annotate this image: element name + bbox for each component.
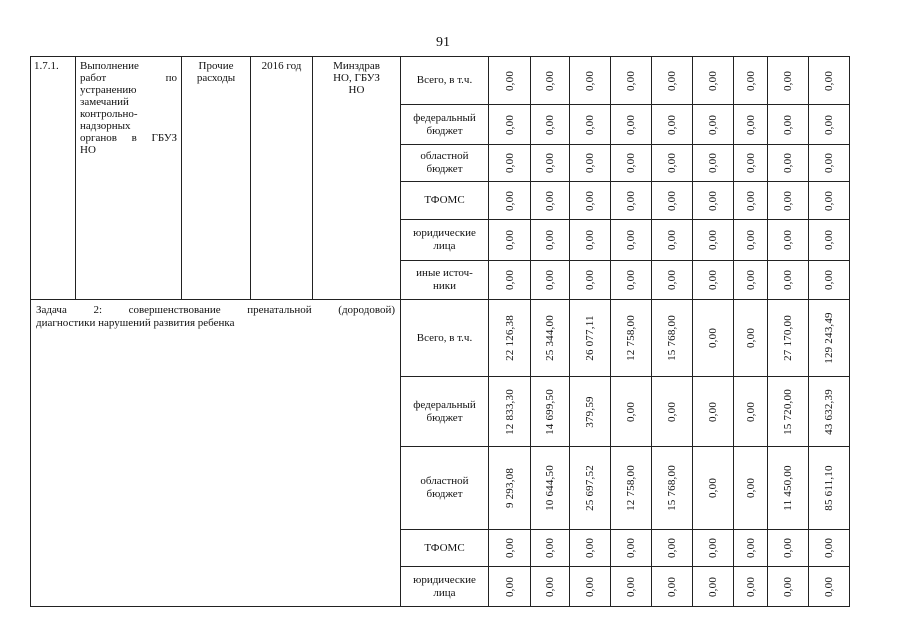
task2-value-cell	[611, 447, 652, 530]
value-text: 43 632,39	[823, 388, 835, 435]
description-line: НО	[80, 144, 96, 156]
value-text: 11 450,00	[782, 465, 794, 511]
value-text: 0,00	[544, 229, 556, 251]
task2-value-cell	[693, 530, 734, 567]
value-text: 0,00	[782, 537, 794, 559]
value-text: 0,00	[707, 70, 719, 91]
value-text: 0,00	[666, 576, 678, 597]
value-text: 0,00	[544, 537, 556, 559]
task2-value-cell	[734, 530, 768, 567]
source-label-line: федеральный	[413, 111, 476, 124]
value-text: 0,00	[584, 537, 596, 559]
task2-value-cell	[611, 530, 652, 567]
row171-value-cell	[531, 57, 570, 105]
value-text: 0,00	[744, 70, 757, 91]
task2-value-cell	[734, 447, 768, 530]
item-description	[76, 57, 182, 300]
task2-value-cell	[734, 567, 768, 607]
task2-value-cell	[809, 567, 850, 607]
description-line: Выполнение	[80, 60, 139, 72]
table-row	[31, 300, 850, 377]
value-text: 0,00	[744, 477, 757, 499]
executor-line: НО, ГБУЗ	[333, 72, 380, 84]
task2-value-cell	[611, 377, 652, 447]
row171-value-cell	[693, 182, 734, 220]
task-title-line: Задача 2: совершенствование пренатальной (дородовой)	[36, 304, 395, 316]
value-text: 14 699,50	[544, 388, 556, 435]
source-label-line: лица	[433, 586, 456, 599]
source-label-line: Всего, в т.ч.	[416, 331, 473, 344]
value-text: 12 758,00	[625, 315, 637, 361]
row171-value-cell	[570, 220, 611, 261]
value-text: 0,00	[666, 70, 678, 91]
row171-value-cell	[734, 105, 768, 145]
task2-value-cell	[734, 300, 768, 377]
task2-source-label	[401, 530, 489, 567]
value-text: 26 077,11	[584, 315, 596, 361]
row171-value-cell	[693, 261, 734, 300]
source-label-line: юридические	[413, 227, 476, 239]
value-text: 379,59	[584, 395, 596, 428]
expense-type-line: расходы	[196, 72, 236, 84]
value-text: 0,00	[544, 576, 556, 597]
row171-value-cell	[570, 182, 611, 220]
value-text: 0,00	[823, 152, 835, 174]
value-text: 0,00	[782, 269, 794, 291]
row171-value-cell	[570, 145, 611, 182]
value-text: 0,00	[782, 70, 794, 91]
value-text: 0,00	[625, 576, 637, 597]
row171-value-cell	[652, 57, 693, 105]
row171-value-cell	[531, 145, 570, 182]
value-text: 0,00	[584, 190, 596, 211]
period: 2016 год	[251, 57, 313, 300]
value-text: 12 833,30	[503, 388, 516, 435]
task2-value-cell	[531, 567, 570, 607]
value-text: 0,00	[625, 269, 637, 291]
row171-value-cell	[768, 145, 809, 182]
task-title	[31, 300, 401, 607]
row171-value-cell	[531, 261, 570, 300]
task2-value-cell	[652, 300, 693, 377]
task2-value-cell	[693, 567, 734, 607]
row171-source-label	[401, 57, 489, 105]
funding-table	[30, 56, 850, 607]
source-label-line: Всего, в т.ч.	[416, 74, 473, 86]
value-text: 0,00	[707, 537, 719, 559]
row171-source-label	[401, 261, 489, 300]
value-text: 25 697,52	[584, 465, 596, 511]
value-text: 0,00	[666, 229, 678, 251]
row171-value-cell	[768, 261, 809, 300]
row171-value-cell	[734, 182, 768, 220]
value-text: 0,00	[823, 269, 835, 291]
source-label-line: федеральный	[413, 398, 476, 411]
value-text: 0,00	[707, 190, 719, 211]
task2-value-cell	[652, 447, 693, 530]
value-text: 15 768,00	[666, 315, 678, 361]
row171-value-cell	[531, 220, 570, 261]
value-text: 0,00	[584, 70, 596, 91]
value-text: 0,00	[584, 114, 596, 135]
value-text: 25 344,00	[544, 315, 556, 361]
row171-value-cell	[768, 105, 809, 145]
task2-source-label	[401, 567, 489, 607]
task2-value-cell	[809, 447, 850, 530]
task2-value-cell	[570, 447, 611, 530]
value-text: 0,00	[666, 152, 678, 174]
row171-value-cell	[768, 220, 809, 261]
task2-value-cell	[570, 567, 611, 607]
source-label-line: областной	[420, 475, 469, 487]
value-text: 0,00	[744, 229, 757, 251]
row171-value-cell	[809, 145, 850, 182]
value-text: 0,00	[782, 114, 794, 135]
executor-line: НО	[348, 84, 365, 96]
task2-value-cell	[693, 447, 734, 530]
task2-value-cell	[611, 300, 652, 377]
value-text: 0,00	[666, 190, 678, 211]
row171-value-cell	[611, 220, 652, 261]
value-text: 0,00	[584, 576, 596, 597]
value-text: 0,00	[707, 477, 719, 499]
value-text: 10 644,50	[544, 465, 556, 511]
task2-value-cell	[570, 300, 611, 377]
value-text: 0,00	[782, 152, 794, 174]
value-text: 0,00	[707, 114, 719, 135]
value-text: 0,00	[744, 152, 757, 174]
task2-value-cell	[652, 567, 693, 607]
task2-value-cell	[768, 300, 809, 377]
value-text: 0,00	[625, 229, 637, 251]
value-text: 0,00	[625, 114, 637, 135]
task2-value-cell	[531, 447, 570, 530]
value-text: 0,00	[707, 401, 719, 422]
row171-value-cell	[531, 182, 570, 220]
source-label-line: бюджет	[426, 124, 463, 137]
source-label-line: бюджет	[426, 411, 463, 424]
value-text: 0,00	[503, 269, 516, 291]
value-text: 0,00	[823, 537, 835, 559]
row171-value-cell	[489, 105, 531, 145]
row171-source-label	[401, 145, 489, 182]
value-text: 0,00	[503, 70, 516, 91]
row171-value-cell	[489, 182, 531, 220]
value-text: 0,00	[823, 229, 835, 251]
task2-source-label	[401, 377, 489, 447]
task2-value-cell	[531, 530, 570, 567]
source-label-line: ТФОМС	[424, 194, 465, 206]
value-text: 0,00	[707, 327, 719, 349]
task-title-line: диагностики нарушений развития ребенка	[36, 317, 235, 329]
value-text: 0,00	[544, 269, 556, 291]
row171-value-cell	[611, 182, 652, 220]
task2-value-cell	[809, 530, 850, 567]
source-label-line: бюджет	[426, 488, 463, 500]
value-text: 0,00	[625, 70, 637, 91]
row171-value-cell	[734, 57, 768, 105]
task2-value-cell	[611, 567, 652, 607]
value-text: 0,00	[544, 114, 556, 135]
description-line: работ по	[80, 72, 177, 84]
task2-value-cell	[809, 377, 850, 447]
row171-value-cell	[489, 145, 531, 182]
value-text: 129 243,49	[823, 312, 835, 364]
value-text: 0,00	[544, 190, 556, 211]
description-line: контрольно-	[80, 108, 138, 120]
value-text: 22 126,38	[503, 315, 516, 361]
row171-source-label	[401, 220, 489, 261]
task2-value-cell	[489, 300, 531, 377]
row171-value-cell	[652, 182, 693, 220]
description-line: замечаний	[80, 96, 129, 108]
value-text: 9 293,08	[503, 467, 516, 509]
task2-value-cell	[531, 300, 570, 377]
value-text: 0,00	[625, 401, 637, 422]
value-text: 0,00	[666, 401, 678, 422]
row171-value-cell	[570, 105, 611, 145]
source-label-line: лица	[433, 240, 456, 252]
task2-value-cell	[693, 300, 734, 377]
expense-type-line: Прочие	[198, 60, 234, 72]
executor	[313, 57, 401, 300]
value-text: 0,00	[544, 70, 556, 91]
row171-value-cell	[570, 261, 611, 300]
task2-value-cell	[570, 530, 611, 567]
task2-value-cell	[489, 377, 531, 447]
row171-value-cell	[489, 220, 531, 261]
task2-source-label	[401, 447, 489, 530]
task2-value-cell	[768, 567, 809, 607]
value-text: 0,00	[823, 70, 835, 91]
row171-value-cell	[489, 261, 531, 300]
task2-value-cell	[489, 530, 531, 567]
value-text: 15 720,00	[782, 388, 794, 435]
row171-value-cell	[652, 145, 693, 182]
row171-value-cell	[693, 220, 734, 261]
value-text: 0,00	[744, 114, 757, 135]
value-text: 0,00	[823, 114, 835, 135]
value-text: 12 758,00	[625, 465, 637, 511]
row171-value-cell	[809, 182, 850, 220]
value-text: 15 768,00	[666, 465, 678, 511]
source-label-line: ТФОМС	[424, 541, 465, 554]
row171-value-cell	[693, 57, 734, 105]
description-line: устранению	[80, 84, 137, 96]
value-text: 0,00	[503, 229, 516, 251]
description-line: надзорных	[80, 120, 131, 132]
value-text: 0,00	[782, 190, 794, 211]
value-text: 0,00	[503, 537, 516, 559]
row171-value-cell	[570, 57, 611, 105]
task2-value-cell	[489, 567, 531, 607]
description-line: органов в ГБУЗ	[80, 132, 177, 144]
row171-value-cell	[652, 220, 693, 261]
value-text: 0,00	[782, 576, 794, 597]
value-text: 0,00	[625, 152, 637, 174]
value-text: 85 611,10	[823, 465, 835, 511]
task2-source-label	[401, 300, 489, 377]
table-row	[31, 57, 850, 105]
item-number: 1.7.1.	[31, 57, 76, 300]
value-text: 0,00	[584, 269, 596, 291]
value-text: 0,00	[707, 152, 719, 174]
value-text: 0,00	[544, 152, 556, 174]
task2-value-cell	[768, 447, 809, 530]
value-text: 0,00	[584, 152, 596, 174]
row171-value-cell	[734, 261, 768, 300]
value-text: 0,00	[707, 576, 719, 597]
row171-value-cell	[652, 261, 693, 300]
row171-value-cell	[809, 261, 850, 300]
source-label-line: областной	[420, 150, 469, 162]
row171-value-cell	[809, 220, 850, 261]
row171-value-cell	[693, 105, 734, 145]
value-text: 0,00	[707, 269, 719, 291]
row171-value-cell	[611, 145, 652, 182]
row171-value-cell	[809, 105, 850, 145]
source-label-line: юридические	[413, 573, 476, 586]
value-text: 0,00	[503, 190, 516, 211]
row171-source-label	[401, 105, 489, 145]
page-number: 91	[436, 35, 450, 50]
value-text: 0,00	[744, 537, 757, 559]
row171-value-cell	[734, 145, 768, 182]
value-text: 0,00	[584, 229, 596, 251]
value-text: 0,00	[666, 269, 678, 291]
value-text: 0,00	[744, 327, 757, 349]
source-label-line: ники	[432, 280, 456, 292]
task2-value-cell	[570, 377, 611, 447]
row171-value-cell	[611, 261, 652, 300]
value-text: 0,00	[666, 114, 678, 135]
task2-value-cell	[531, 377, 570, 447]
value-text: 0,00	[744, 576, 757, 597]
task2-value-cell	[734, 377, 768, 447]
value-text: 0,00	[782, 229, 794, 251]
source-label-line: бюджет	[426, 163, 463, 175]
value-text: 27 170,00	[782, 315, 794, 361]
value-text: 0,00	[744, 190, 757, 211]
value-text: 0,00	[823, 576, 835, 597]
row171-source-label	[401, 182, 489, 220]
row171-value-cell	[611, 57, 652, 105]
row171-value-cell	[693, 145, 734, 182]
row171-value-cell	[768, 182, 809, 220]
value-text: 0,00	[625, 190, 637, 211]
task2-value-cell	[652, 377, 693, 447]
row171-value-cell	[652, 105, 693, 145]
task2-value-cell	[489, 447, 531, 530]
row171-value-cell	[531, 105, 570, 145]
task2-value-cell	[809, 300, 850, 377]
value-text: 0,00	[503, 152, 516, 174]
row171-value-cell	[768, 57, 809, 105]
value-text: 0,00	[744, 269, 757, 291]
value-text: 0,00	[503, 114, 516, 135]
row171-value-cell	[734, 220, 768, 261]
value-text: 0,00	[503, 576, 516, 597]
value-text: 0,00	[823, 190, 835, 211]
value-text: 0,00	[744, 401, 757, 422]
expense-type	[182, 57, 251, 300]
value-text: 0,00	[666, 537, 678, 559]
task2-value-cell	[768, 377, 809, 447]
row171-value-cell	[809, 57, 850, 105]
task2-value-cell	[693, 377, 734, 447]
task2-value-cell	[652, 530, 693, 567]
executor-line: Минздрав	[333, 60, 380, 72]
task2-value-cell	[768, 530, 809, 567]
value-text: 0,00	[625, 537, 637, 559]
value-text: 0,00	[707, 229, 719, 251]
row171-value-cell	[489, 57, 531, 105]
row171-value-cell	[611, 105, 652, 145]
source-label-line: иные источ-	[416, 267, 473, 279]
